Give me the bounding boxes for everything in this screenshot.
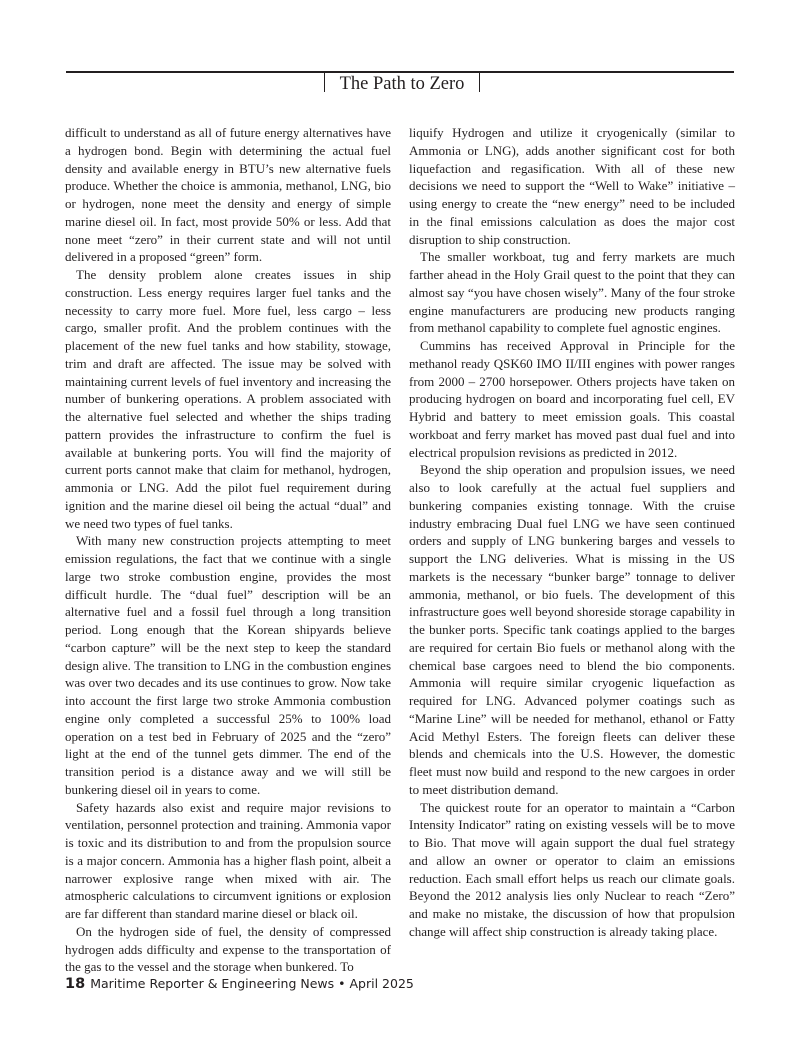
page-footer: [65, 976, 414, 992]
publication-line: Maritime Reporter & Engineering News • April 2025: [90, 976, 414, 991]
paragraph: liquify Hydrogen and utilize it cryogenically (similar to Ammonia or LNG), adds another significant cost for both liquefaction and regasification. With all of these new decisions we need to support the “Well to Wake” initiative – using energy to create the “new energy” need to be included in the final emissions calculation as does the major cost disruption to ship construction.: [409, 125, 735, 247]
paragraph: On the hydrogen side of fuel, the density of compressed hydrogen adds difficulty and expense to the transportation of the gas to the vessel and the storage when bunkered. To: [65, 923, 391, 975]
right-column: [409, 124, 735, 941]
paragraph: The smaller workboat, tug and ferry markets are much farther ahead in the Holy Grail quest to the point that they can almost say “you have chosen wisely”. Many of the four stroke engine manufacturers are producing new products ranging from methanol capability to complete fuel agnostic engines.: [409, 249, 735, 336]
section-title: The Path to Zero: [324, 72, 480, 92]
paragraph: Beyond the ship operation and propulsion issues, we need also to look carefully at the actual fuel suppliers and bunkering companies existing tonnage. With the cruise industry embracing Dual fuel LNG we have seen continued orders and supply of LNG bunkering barges and vessels to support the LNG deliveries. What is missing in the US markets is the necessary “bunker barge” tonnage to deliver ammonia, methanol, or bio fuels. The development of this infrastructure goes well beyond shoreside storage capability in the bunker ports. Specific tank coatings applied to the barges are required for certain Bio fuels or methanol along with the chemical base cargoes need to blend the bio components. Ammonia will require similar cryogenic liquefaction as required for LNG. Advanced polymer coatings such as “Marine Line” will be needed for methanol, ethanol or Fatty Acid Methyl Esters. The foreign fleets can deliver these blends and chemicals into the U.S. However, the domestic fleet must now build and respond to the new cargoes in order to meet distribution demand.: [409, 462, 735, 797]
left-column: [65, 124, 391, 976]
paragraph: Safety hazards also exist and require major revisions to ventilation, personnel protection and training. Ammonia vapor is toxic and its distribution to and from the propulsion source is a major concern. Ammonia has a higher flash point, albeit a narrower explosive range when mixed with air. The atmospheric calculations to circumvent ignitions or explosion are far different than standard marine diesel or black oil.: [65, 799, 391, 921]
paragraph: The density problem alone creates issues in ship construction. Less energy requires larger fuel tanks and the necessity to carry more fuel. More fuel, less cargo – less cargo, smaller profit. And the problem continues with the placement of the new fuel tanks and how stability, stowage, trim and draft are affected. The issue may be solved with maintaining current levels of fuel inventory and increasing the number of bunkering operations. A problem associated with the alternative fuel selected and whether the ships trading pattern provides the infrastructure to confirm the fuel is available at bunkering ports. You will find the majority of current ports cannot make that claim for methanol, hydrogen, ammonia or LNG. Add the pilot fuel requirement during ignition and the marine diesel oil being the actual “dual” and we need two types of fuel tanks.: [65, 267, 391, 531]
paragraph: With many new construction projects attempting to meet emission regulations, the fact that we continue with a single large two stroke combustion engine, provides the most difficult hurdle. The “dual fuel” description will be an alternative fuel and a fossil fuel through a long transition period. Long enough that the Korean shipyards believe “carbon capture” will be the next step to keep the standard design alive. The transition to LNG in the combustion engines was over two decades and its use continues to grow. Now take into account the first large two stroke Ammonia combustion engine only completed a successful 25% to 100% load operation on a test bed in February of 2025 and the “zero” light at the end of the tunnel gets dimmer. The end of the transition period is a distance away and we will still be bunkering diesel oil in years to come.: [65, 533, 391, 797]
paragraph: Cummins has received Approval in Principle for the methanol ready QSK60 IMO II/III engines with power ranges from 2000 – 2700 horsepower. Others projects have taken on producing hydrogen on board and incorporating fuel cell, EV Hybrid and battery to meet emission goals. This coastal workboat and ferry market has moved past dual fuel and into electrical propulsion revisions as predicted in 2012.: [409, 338, 735, 460]
paragraph: The quickest route for an operator to maintain a “Carbon Intensity Indicator” rating on existing vessels will be to move to Bio. That move will again support the dual fuel strategy and allow an owner or operator to claim an emissions reduction. Each small effort helps us reach our climate goals. Beyond the 2012 analysis lies only Nuclear to reach “Zero” and make no mistake, the discussion of how that propulsion change will affect ship construction is already taking place.: [409, 799, 735, 939]
page-number: 18: [65, 976, 86, 992]
paragraph: difficult to understand as all of future energy alternatives have a hydrogen bond. Begin with determining the actual fuel density and available energy in BTU’s new alternative fuels produce. Whether the choice is ammonia, methanol, LNG, bio or hydrogen, none meet the density and energy of simple marine diesel oil. In fact, most provide 50% or less. Add that none meet “zero” in their current state and will not until delivered in a proposed “green” form.: [65, 125, 391, 265]
